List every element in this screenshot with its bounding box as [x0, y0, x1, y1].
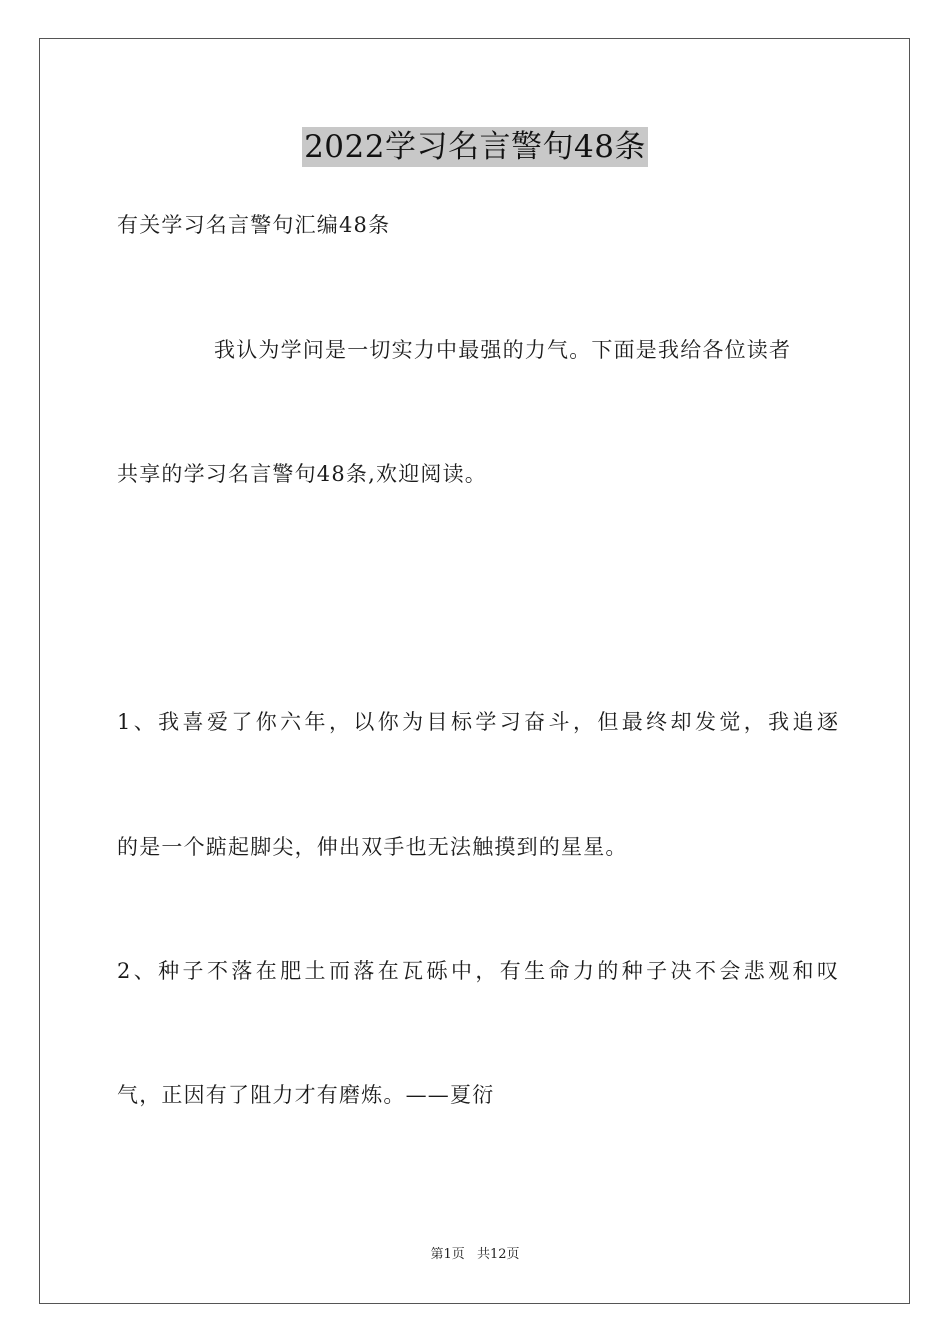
quote-2-line-2: 气，正因有了阻力才有磨炼。——夏衍 — [117, 1083, 495, 1107]
page-number-current: 第1页 — [430, 1247, 465, 1262]
title-container — [0, 127, 950, 167]
quote-1-line-2: 的是一个踮起脚尖，伸出双手也无法触摸到的星星。 — [117, 835, 628, 859]
document-title: 2022学习名言警句48条 — [304, 129, 646, 165]
page-number-total: 共12页 — [476, 1247, 520, 1262]
page-footer — [0, 1246, 950, 1264]
intro-line-1: 我认为学问是一切实力中最强的力气。下面是我给各位读者 — [214, 338, 792, 362]
document-subtitle: 有关学习名言警句汇编48条 — [117, 213, 391, 237]
quote-2-line-1: 2、种子不落在肥土而落在瓦砾中，有生命力的种子决不会悲观和叹 — [117, 959, 842, 983]
intro-line-2: 共享的学习名言警句48条,欢迎阅读。 — [117, 462, 487, 486]
quote-1-line-1: 1、我喜爱了你六年，以你为目标学习奋斗，但最终却发觉，我追逐 — [117, 710, 842, 734]
